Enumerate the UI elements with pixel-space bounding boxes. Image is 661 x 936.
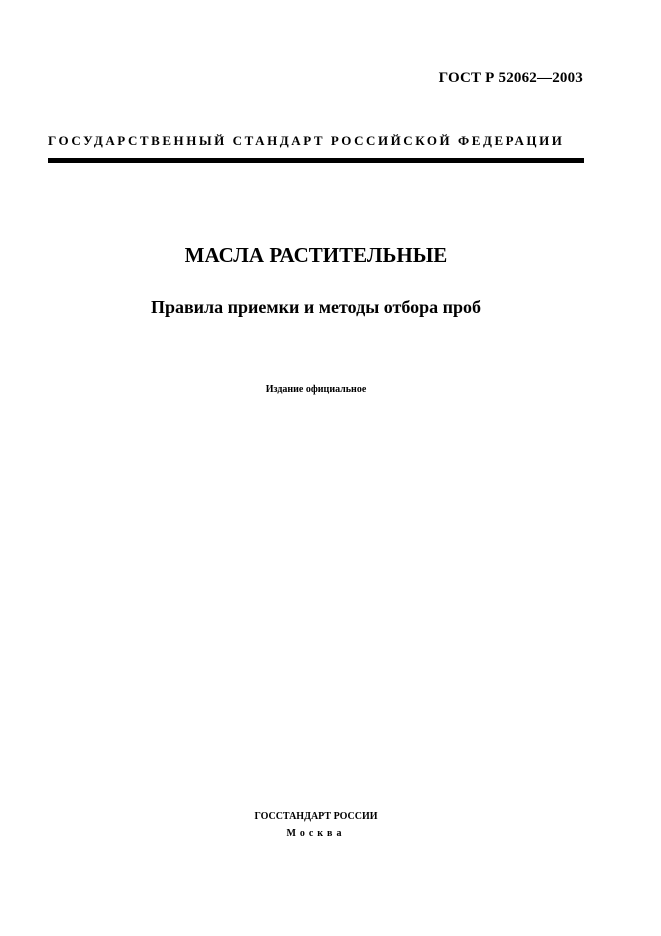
document-number: ГОСТ Р 52062—2003 (438, 70, 583, 86)
publication-city: Москва (286, 828, 346, 839)
document-title: МАСЛА РАСТИТЕЛЬНЫЕ (184, 243, 448, 267)
document-subtitle: Правила приемки и методы отбора проб (150, 297, 482, 317)
standard-type-heading: ГОСУДАРСТВЕННЫЙ СТАНДАРТ РОССИЙСКОЙ ФЕДЕРАЦИИ (48, 133, 565, 148)
header-divider (48, 158, 584, 163)
publisher-name: ГОССТАНДАРТ РОССИИ (254, 811, 378, 822)
edition-note: Издание официальное (265, 384, 367, 395)
